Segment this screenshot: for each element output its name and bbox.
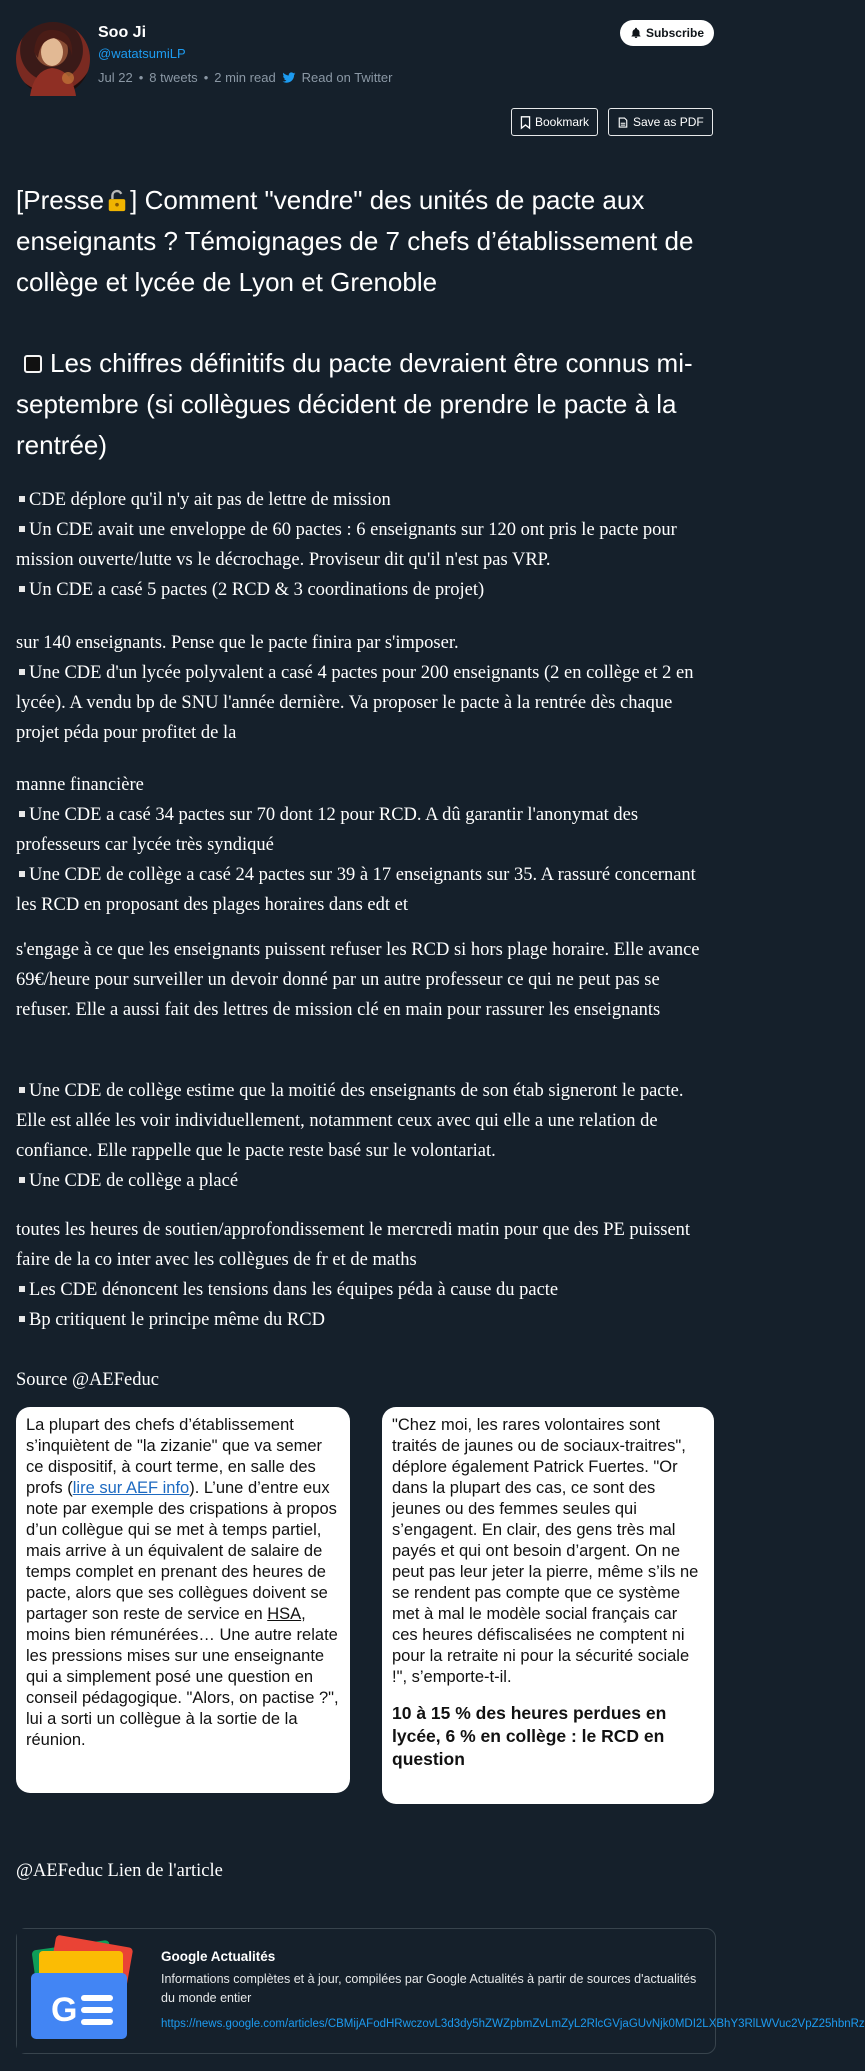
save-pdf-label: Save as PDF [633,115,704,129]
thread-date: Jul 22 [98,70,133,85]
list-item [16,1305,716,1335]
link-preview-card[interactable] [16,1928,865,2054]
article-excerpt-right[interactable] [382,1407,714,1804]
tweet-block-5 [16,1076,716,1196]
author-avatar[interactable] [16,22,90,96]
tweet-block-4 [16,935,716,1025]
bullet-icon [19,811,25,817]
excerpt-text: , moins bien rémunérées… Une autre relate les pressions mises sur une enseignante qui a simplement posé une question en conseil pédagogique. "Alors, on pactise ?", lui a sorti un collègue à la sortie de la réunion. [26,1605,339,1749]
link-preview-url[interactable]: https://news.google.com/articles/CBMijAFodHRwczovL3d3dy5hZWZpbmZvLmZyL2RlcGVjaGUvNjk0MDI2LXBhY3RlLWVuc2VpZ25hbnRz [161,2018,865,2030]
bullet-icon [19,1087,25,1093]
pdf-icon [617,116,629,129]
avatar-portrait-icon [16,22,90,96]
subscribe-button[interactable] [620,20,714,46]
subtitle-text: Les chiffres définitifs du pacte devraient être connus mi-septembre (si collègues décident de prendre le pacte à la rentrée) [16,348,693,460]
list-item-text: Une CDE a casé 34 pactes sur 70 dont 12 pour RCD. A dû garantir l'anonymat des professeurs car lycée très syndiqué [16,805,639,855]
title-prefix: [Presse [16,185,105,215]
list-item-text: Les CDE dénoncent les tensions dans les équipes péda à cause du pacte [29,1280,559,1300]
list-item-text: Une CDE de collège estime que la moitié des enseignants de son étab signeront le pacte. Elle est allée les voir individuellement, notamment ceux avec qui elle a une relation de confiance. Elle rappelle que le pacte reste basé sur le volontariat. [16,1081,684,1161]
tweet-block-2 [16,628,716,748]
thread-title [16,180,716,303]
list-item [16,485,716,515]
meta-separator: • [138,70,144,85]
bookmark-label: Bookmark [535,115,590,129]
google-news-logo [17,1929,147,2053]
paragraph-text: manne financière [16,775,144,795]
article-link-line[interactable]: @AEFeduc Lien de l'article [16,1861,223,1881]
bell-icon [630,27,642,39]
bullet-icon [19,1286,25,1292]
tweet-block-1 [16,485,716,605]
bullet-icon [19,586,25,592]
tweet-count: 8 tweets [149,70,198,85]
paragraph-text: sur 140 enseignants. Pense que le pacte finira par s'imposer. [16,633,459,653]
thread-meta [98,70,392,85]
title-text: ] Comment "vendre" des unités de pacte aux enseignants ? Témoignages de 7 chefs d’établissement de collège et lycée de Lyon et Grenoble [16,185,694,297]
list-item-text: CDE déplore qu'il n'y ait pas de lettre de mission [29,490,391,510]
list-item-text: Un CDE a casé 5 pactes (2 RCD & 3 coordinations de projet) [29,580,485,600]
bookmark-button[interactable] [511,108,598,136]
read-time: 2 min read [214,70,276,85]
bullet-icon [19,871,25,877]
link-preview-body [147,1929,865,2053]
list-item-text: Bp critiquent le principe même du RCD [29,1310,325,1330]
bullet-icon [19,496,25,502]
list-item [16,658,716,748]
tweet-block-6 [16,1215,716,1335]
list-item [16,800,716,860]
google-news-icon [17,1929,147,2053]
excerpt-text: "Chez moi, les rares volontaires sont traités de jaunes ou de sociaux-traitres", déplore également Patrick Fuertes. "Or dans la plupart des cas, ce sont des jeunes ou des femmes seules qui s’engagent. En clair, des gens très mal payés et qui ont besoin d’argent. On ne peut pas leur jeter la pierre, même s’ils ne se rendent pas compte que ce système met à mal le modèle social français car ces heures défiscalisées ne comptent ni pour la retraite ni pour la sécurité sociale !", s’emporte-t-il. [392,1416,699,1686]
list-item-text: Une CDE de collège a casé 24 pactes sur 39 à 17 enseignants sur 35. A rassuré concernant les RCD en proposant des plages horaires dans edt et [16,865,696,915]
meta-separator: • [203,70,209,85]
paragraph-text: toutes les heures de soutien/approfondissement le mercredi matin pour que des PE puissent faire de la co inter avec les collègues de fr et de maths [16,1220,691,1270]
bullet-icon [19,526,25,532]
read-on-twitter-link[interactable]: Read on Twitter [301,70,393,85]
bullet-icon [19,1177,25,1183]
list-item-text: Une CDE de collège a placé [29,1171,239,1191]
author-name[interactable]: Soo Ji [98,24,147,41]
source-line: Source @AEFeduc [16,1370,159,1390]
subscribe-label: Subscribe [645,26,704,40]
excerpt-heading: 10 à 15 % des heures perdues en lycée, 6 % en collège : le RCD en question [392,1703,667,1769]
thread-subtitle [16,343,716,466]
save-pdf-button[interactable] [608,108,713,136]
link-preview-title[interactable]: Google Actualités [161,1949,276,1964]
bullet-icon [19,1316,25,1322]
hsa-abbreviation: HSA [267,1605,302,1623]
bullet-icon [19,669,25,675]
list-item-text: Un CDE avait une enveloppe de 60 pactes : 6 enseignants sur 120 ont pris le pacte pour mission ouverte/lutte vs le décrochage. Proviseur dit qu'il n'est pas VRP. [16,520,677,570]
excerpt-text: La plupart des chefs d’établissement s’inquiètent de "la zizanie" que va semer ce dispositif, à court terme, en salle des profs ( [26,1416,323,1497]
list-item [16,1166,716,1196]
bookmark-icon [520,116,531,129]
list-item [16,860,716,920]
open-lock-icon [106,190,128,212]
list-item [16,575,716,605]
excerpt-text: ). L’une d’entre eux note par exemple des crispations à propos d’un collègue qui se met à temps partiel, mais arrive à un équivalent de salaire de temps complet en prenant des heures de pacte, alors que ses collègues doivent se partager son reste de service en [26,1479,337,1623]
aef-info-link[interactable]: lire sur AEF info [72,1479,190,1497]
list-item [16,1275,716,1305]
author-handle[interactable]: @watatsumiLP [98,46,186,61]
link-preview-description: Informations complètes et à jour, compilées par Google Actualités à partir de sources d'actualités du monde entier [161,1972,697,2005]
thread-header [0,0,728,176]
twitter-bird-icon [282,72,296,84]
paragraph-text: s'engage à ce que les enseignants puissent refuser les RCD si hors plage horaire. Elle avance 69€/heure pour surveiller un devoir donné par un autre professeur ce qui ne peut pas se refuser. Elle a aussi fait des lettres de mission clé en main pour rassurer les enseignants [16,940,700,1020]
black-square-icon [24,355,42,373]
list-item [16,1076,716,1166]
list-item [16,515,716,575]
list-item-text: Une CDE d'un lycée polyvalent a casé 4 pactes pour 200 enseignants (2 en collège et 2 en lycée). A vendu bp de SNU l'année dernière. Va proposer le pacte à la rentrée dès chaque projet péda pour profitet de la [16,663,694,743]
tweet-block-3 [16,770,716,920]
svg-text:G: G [51,1991,78,2029]
article-excerpt-left[interactable] [16,1407,350,1793]
